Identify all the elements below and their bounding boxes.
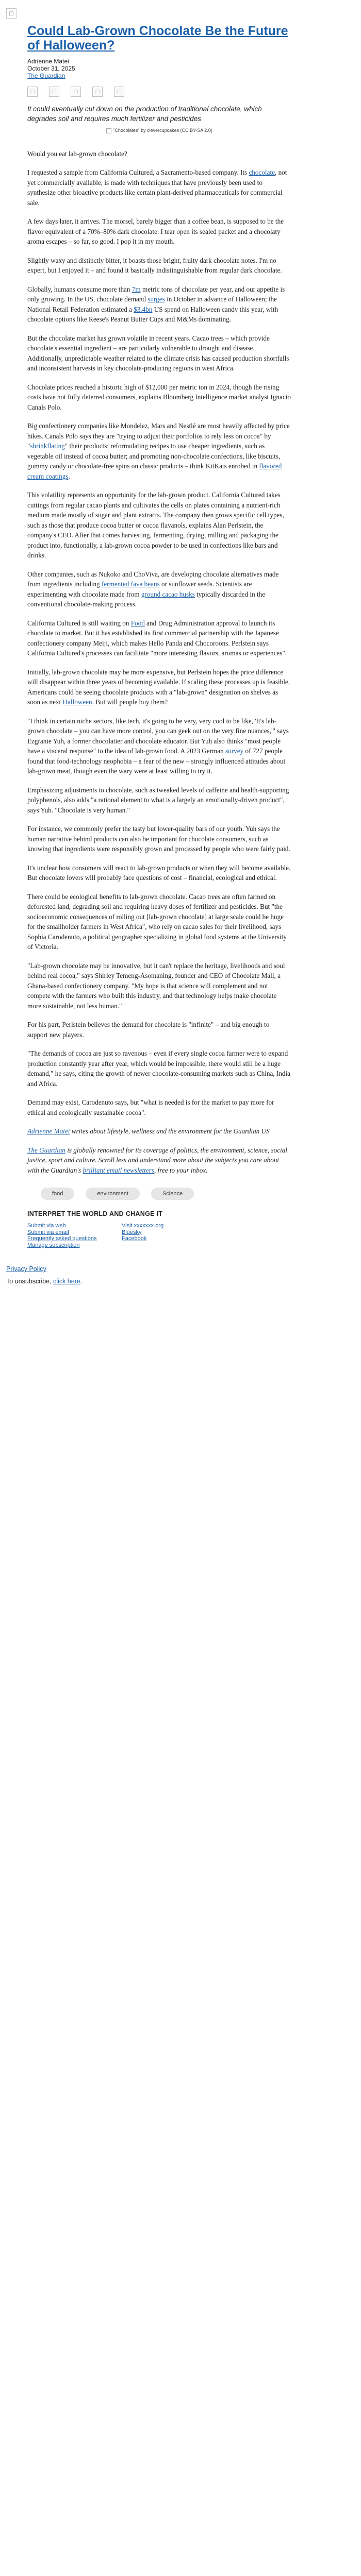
inline-link[interactable]: brilliant email newsletters xyxy=(83,1166,154,1174)
body-paragraph: Big confectionery companies like Mondelez, Mars and Nestlé are most heavily affected by price hikes. Canals Polo says they are "trying to adjust their portfolios to rely less on cocoa" by "shrinkflating" their products; reformulating recipes to use cheaper ingredients, such as vegetable oil instead of cocoa butter; and promoting non-chocolate confections, like biscuits, gummy candy or chocolate-free spins on classic products – think KitKats enrobed in flavored cream coatings. xyxy=(27,422,290,480)
body-paragraph: This volatility represents an opportunity for the lab-grown product. California Cultured takes cuttings from regular cacao plants and cultivates the cells on plates containing a nutrient-rich medium made mostly of sugar and plant extracts. The company then grows specific cell types, such as those that produce cocoa butter or cocoa flavanols, explains Alan Perlstein, the company's CEO. After that comes harvesting, fermenting, drying, milling and packaging the product into, functionally, a lab-grown cocoa powder to be used in confections like bars and drinks. xyxy=(27,491,284,560)
footer-column-submit xyxy=(27,1223,122,1248)
inline-link[interactable]: chocolate xyxy=(249,168,275,177)
tag-food[interactable]: food xyxy=(41,1188,74,1200)
unsubscribe-line: To unsubscribe, click here. xyxy=(6,1278,83,1285)
body-paragraph: Globally, humans consume more than 7m metric tons of chocolate per year, and our appetite is only growing. In the US, chocolate demand surges in October in advance of Halloween; the National Retail Federation estimated a $3.4bn US spend on Halloween candy this year, with chocolate options like Reese's Peanut Butter Cups and M&Ms dominating. xyxy=(27,285,285,324)
body-paragraph: "The demands of cocoa are just so ravenous – even if every single cocoa farmer were to expand production constantly year after year, which would be impossible, there would still be a huge demand," he says, citing the growth of newer chocolate-consuming markets such as China, India and Africa. xyxy=(27,1049,291,1088)
publish-date: October 31, 2025 xyxy=(27,65,75,72)
inline-link[interactable]: Adrienne Matei xyxy=(27,1127,70,1136)
footer-link[interactable]: Facebook xyxy=(122,1235,147,1242)
footer-column-social xyxy=(122,1223,216,1248)
body-paragraph: For instance, we commonly prefer the tasty but lower-quality bars of our youth. Yuh says the human narrative behind products can also be important for chocolate consumers, such as knowing that ingredients were responsibly grown and processed by people who were fairly paid. xyxy=(27,825,290,853)
broken-image-icon xyxy=(106,128,111,133)
body-paragraph: Would you eat lab-grown chocolate? xyxy=(27,149,127,158)
body-paragraph: There could be ecological benefits to lab-grown chocolate. Cacao trees are often farmed on deforested land, degrading soil and requiring heavy doses of fertilizer and pesticides. But "the socioeconomic consequences of rolling out [lab-grown chocolate] at large scale could be huge for the smallholder farmers in West Africa", who rely on cacao sales for their livelihood, says Sophia Carodenuto, a political geographer specializing in global food systems at the University of Victoria. xyxy=(27,892,287,951)
inline-link[interactable]: Halloween xyxy=(62,698,92,706)
byline xyxy=(27,58,291,79)
article-body xyxy=(27,149,291,1176)
inline-link[interactable]: Food xyxy=(130,619,145,627)
body-paragraph: A few days later, it arrives. The morsel, barely bigger than a coffee bean, is supposed to be the flavor equivalent of a 70%–80% dark chocolate. I tear open its sealed packet and a chocolaty aroma escapes – so far, so good. I pop it in my mouth. xyxy=(27,217,284,246)
body-paragraph: "I think in certain niche sectors, like tech, it's going to be very, very cool to be like, 'It's lab-grown chocolate – you can have more control, you can geek out on the very fine nuances,'" says Ezgranie Yuh, a former chocolatier and chocolate educator. But Yuh also thinks "most people have a visceral response" to the idea of lab-grown food. A 2023 German survey of 727 people found that food-technology neophobia – a fear of the new – strongly influenced attitudes about lab-grown meat, though even the wary were at least willing to try it. xyxy=(27,717,289,775)
share-icon-1[interactable]: □ xyxy=(27,87,38,97)
body-paragraph: It's unclear how consumers will react to lab-grown products or when they will become available. But chocolate lovers will probably face questions of cost – financial, ecological and ethical. xyxy=(27,863,291,882)
footer-link[interactable]: Submit via web xyxy=(27,1223,66,1229)
legal-links xyxy=(6,1265,361,1285)
body-paragraph: Emphasizing adjustments to chocolate, such as tweaked levels of caffeine and health-supporting polyphenols, also adds "a rational element to what is a largely an emotionally-driven product", says Yuh. "Chocolate is very human." xyxy=(27,786,289,814)
body-paragraph: Demand may exist, Carodenuto says, but "what is needed is for the market to pay more for ethical and ecologically sustainable cocoa". xyxy=(27,1098,274,1116)
standfirst: It could eventually cut down on the production of traditional chocolate, which degrades soil and requires much fertilizer and pesticides xyxy=(27,105,262,123)
share-icon-2[interactable]: □ xyxy=(49,87,59,97)
inline-link[interactable]: flavored cream coatings xyxy=(27,462,282,480)
image-caption-text: "Chocolates" by clevercupcakes (CC BY-SA 2.0) xyxy=(113,128,212,133)
inline-link[interactable]: survey xyxy=(225,747,244,755)
share-icon-5[interactable]: □ xyxy=(114,87,124,97)
footer-link[interactable]: Frequently asked questions xyxy=(27,1235,97,1242)
footer-links xyxy=(27,1223,291,1248)
inline-link[interactable]: ground cacao husks xyxy=(141,590,195,598)
article xyxy=(27,24,291,1248)
share-icon-3[interactable]: □ xyxy=(71,87,81,97)
footer xyxy=(27,1210,291,1248)
inline-link[interactable]: surges xyxy=(147,295,165,303)
body-paragraph: Chocolate prices reached a historic high of $12,000 per metric ton in 2024, though the rising costs have not fully deterred consumers, explains Bloomberg Intelligence market analyst Ignacio Canals Polo. xyxy=(27,383,291,411)
footer-link[interactable]: Submit via email xyxy=(27,1229,69,1235)
inline-link[interactable]: $3.4bn xyxy=(134,305,153,313)
author-bio: Adrienne Matei writes about lifestyle, wellness and the environment for the Guardian US xyxy=(27,1127,270,1136)
tag-environment[interactable]: environment xyxy=(86,1188,140,1200)
privacy-policy-link[interactable]: Privacy Policy xyxy=(6,1265,46,1273)
inline-link[interactable]: shrinkflating xyxy=(30,442,65,450)
footer-title: INTERPRET THE WORLD AND CHANGE IT xyxy=(27,1210,163,1218)
publisher-blurb: The Guardian is globally renowned for its coverage of politics, the environment, science, social justice, sport and culture. Scroll less and understand more about the subjects you care about with the Guardian's brilliant email newsletters, free to your inbox. xyxy=(27,1146,287,1174)
unsubscribe-link[interactable]: click here xyxy=(53,1278,80,1285)
share-buttons xyxy=(27,87,291,97)
body-paragraph: Other companies, such as Nukoko and ChoViva, are developing chocolate alternatives made from ingredients including fermented fava beans or sunflower seeds. Scientists are experimenting with chocolate made from ground cacao husks typically discarded in the conventional chocolate-making process. xyxy=(27,570,279,608)
broken-image-icon: □ xyxy=(6,8,17,19)
tag-list xyxy=(41,1188,291,1200)
body-paragraph: Slightly waxy and distinctly bitter, it boasts those bright, fruity dark chocolate notes. I'm no expert, but I enjoyed it – and found it basically indistinguishable from regular dark chocolate. xyxy=(27,256,282,275)
tag-science[interactable]: Science xyxy=(151,1188,194,1200)
body-paragraph: For his part, Perlstein believes the demand for chocolate is "infinite" – and big enough to support new players. xyxy=(27,1021,270,1039)
newsletter-page xyxy=(0,0,361,1285)
body-paragraph: Initially, lab-grown chocolate may be more expensive, but Perlstein hopes the price difference will disappear within three years of becoming available. If scaling these processes up is feasible, Americans could be seeing chocolate products with a "lab-grown" designation on shelves as soon as next Halloween. But will people buy them? xyxy=(27,668,290,706)
author-name: Adrienne Matei xyxy=(27,58,69,65)
article-headline[interactable]: Could Lab-Grown Chocolate Be the Future of Halloween? xyxy=(27,24,288,53)
share-icon-4[interactable]: □ xyxy=(92,87,103,97)
body-paragraph: "Lab-grown chocolate may be innovative, but it can't replace the heritage, livelihoods and soul behind real cocoa," says Shirley Temeng-Asomaning, founder and CEO of Chocolate Mall, a Ghana-based confectionery company. "My hope is that science will complement and not compete with the farmers who built this industry, and that technology helps make chocolate more sustainable, not less human." xyxy=(27,961,285,1010)
body-paragraph: But the chocolate market has grown volatile in recent years. Cacao trees – which provide chocolate's essential ingredient – are particularly vulnerable to drought and disease. Additionally, unpredictable weather related to the climate crisis has caused production shortfalls and inconsistent harvests in key chocolate-producing regions in west Africa. xyxy=(27,334,289,372)
inline-link[interactable]: 7m xyxy=(132,285,141,293)
footer-link[interactable]: Manage subscription xyxy=(27,1242,80,1248)
footer-link[interactable]: Bluesky xyxy=(122,1229,142,1235)
footer-link[interactable]: Visit xxxxxxx.org xyxy=(122,1223,164,1229)
inline-link[interactable]: The Guardian xyxy=(27,1146,65,1154)
source-link[interactable]: The Guardian xyxy=(27,72,65,79)
inline-link[interactable]: fermented fava beans xyxy=(101,580,160,588)
body-paragraph: I requested a sample from California Cultured, a Sacramento-based company. Its chocolate, not yet commercially available, is made with techniques that have previously been used to synthesize other bioactive products like certain plant-derived pharmaceuticals for commercial sale. xyxy=(27,168,287,207)
image-caption xyxy=(27,128,291,133)
body-paragraph: California Cultured is still waiting on Food and Drug Administration approval to launch its chocolate to market. But it has established its first commercial partnership with the Japanese confectionery company Meiji, which makes Hello Panda and Chocoroons. Perlstein says California Cultured's processes can facilitate "more interesting flavors, aromas or experiences". xyxy=(27,619,287,657)
